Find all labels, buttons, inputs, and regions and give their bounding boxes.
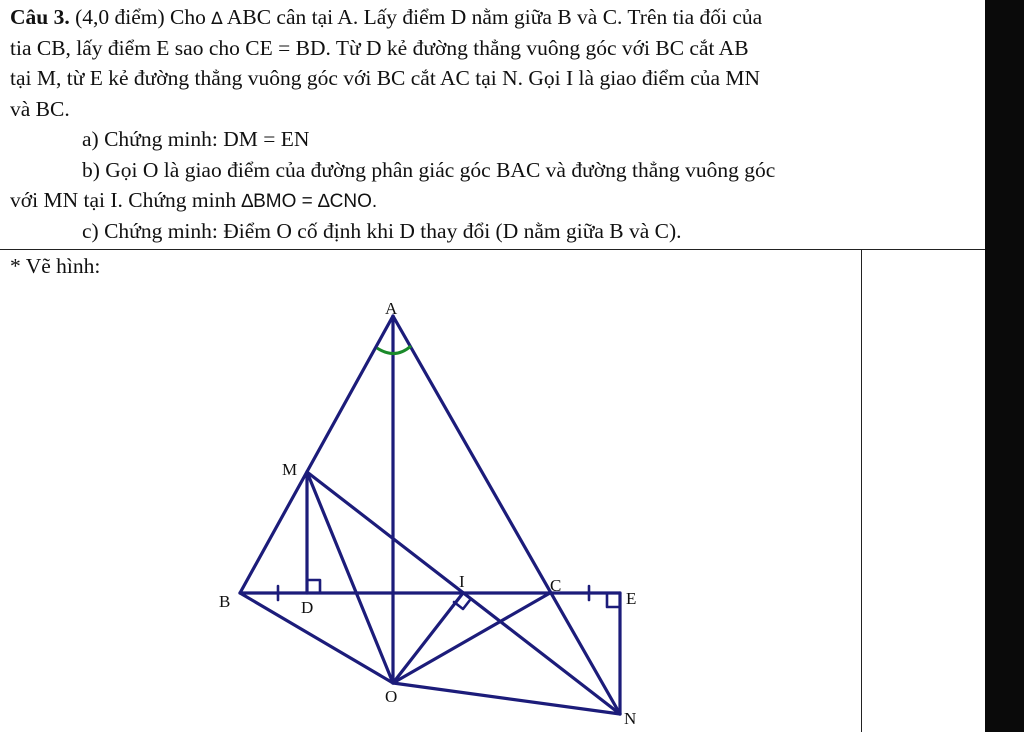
problem-line-2: tia CB, lấy điểm E sao cho CE = BD. Từ D kẻ đường thẳng vuông góc với BC cắt AB — [10, 35, 749, 60]
point-label-M: M — [282, 460, 298, 479]
problem-line-3: tại M, từ E kẻ đường thẳng vuông góc với BC cắt AC tại N. Gọi I là giao điểm của MN — [10, 66, 761, 90]
point-label-E: E — [626, 589, 637, 608]
point-label-I: I — [459, 572, 465, 591]
part-b-line-1: b) Gọi O là giao điểm của đường phân giác góc BAC và đường thẳng vuông góc — [82, 157, 776, 182]
segment-AN — [393, 316, 620, 714]
problem-line-4: và BC. — [10, 96, 70, 121]
segment-AB — [240, 316, 393, 593]
drawing-label: * Vẽ hình: — [10, 254, 101, 278]
right-angle-E — [607, 593, 620, 607]
part-c: c) Chứng minh: Điểm O cố định khi D thay đổi (D nằm giữa B và C). — [82, 218, 682, 243]
problem-line-1-rest: ABC cân tại A. Lấy điểm D nằm giữa B và C. Trên tia đối của — [222, 5, 763, 29]
segment-CO — [393, 593, 550, 683]
part-b-line-2-text: với MN tại I. Chứng minh — [10, 188, 242, 212]
problem-line-1-text: (4,0 điểm) Cho — [69, 5, 212, 29]
point-label-D: D — [301, 598, 314, 617]
segment-IO — [393, 593, 463, 683]
triangle-symbol: ∆ — [211, 9, 223, 29]
part-a: a) Chứng minh: DM = EN — [82, 127, 310, 151]
right-angle-D — [307, 580, 320, 593]
figure-lines — [240, 316, 620, 714]
point-label-C: C — [550, 576, 562, 595]
dark-edge-bar — [985, 0, 1024, 732]
point-label-N: N — [624, 709, 637, 728]
part-b-formula: ∆BMO = ∆CNO. — [241, 191, 378, 212]
problem-number: Câu 3. — [10, 5, 70, 29]
point-label-A: A — [385, 299, 398, 318]
segment-BO — [240, 593, 393, 683]
point-label-O: O — [385, 687, 398, 706]
point-label-B: B — [219, 592, 231, 611]
